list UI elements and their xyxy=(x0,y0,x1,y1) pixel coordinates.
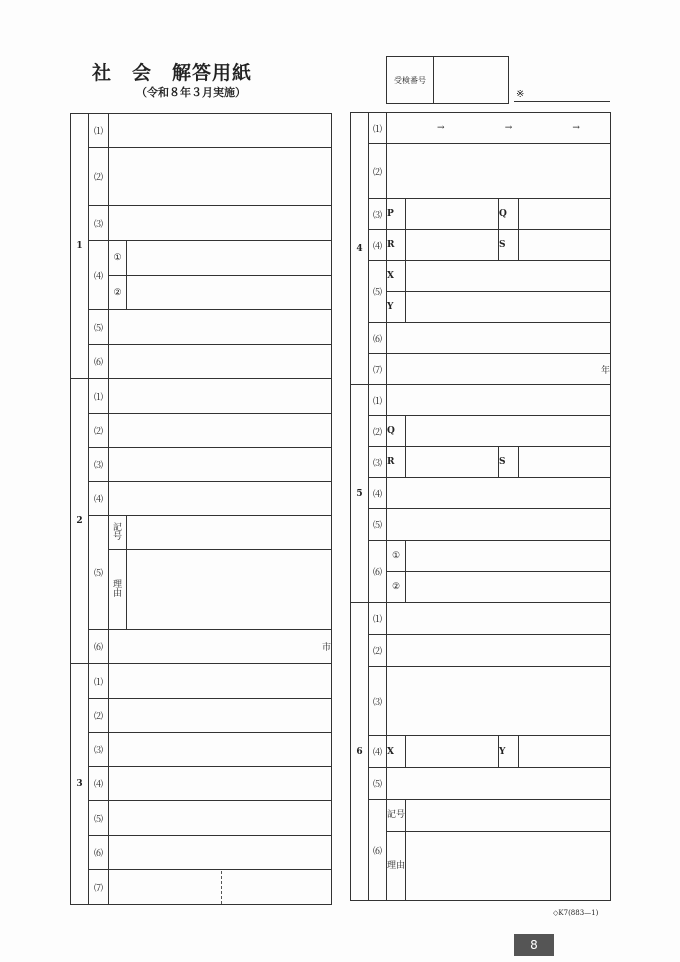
q1-5-number: ⑸ xyxy=(89,310,109,345)
q1-4-2-answer[interactable] xyxy=(127,276,332,310)
q1-3-answer[interactable] xyxy=(109,206,332,241)
q2-2-answer[interactable] xyxy=(109,414,332,448)
q1-4-number: ⑷ xyxy=(89,241,109,310)
page-number: 8 xyxy=(514,934,554,956)
q3-5-number: ⑸ xyxy=(89,801,109,836)
q4-3-number: ⑶ xyxy=(369,199,387,230)
q2-3-answer[interactable] xyxy=(109,448,332,482)
q3-7-answer-b[interactable] xyxy=(222,871,331,904)
q1-5-answer[interactable] xyxy=(109,310,332,345)
q2-1-number: ⑴ xyxy=(89,379,109,414)
exam-number-box xyxy=(386,56,509,104)
exam-number-field[interactable] xyxy=(434,57,508,103)
q4-2-answer[interactable] xyxy=(387,144,611,199)
q1-6-answer[interactable] xyxy=(109,345,332,379)
left-answer-table xyxy=(70,113,332,905)
q4-7-answer[interactable] xyxy=(387,354,611,385)
q6-3-number: ⑶ xyxy=(369,667,387,736)
sheet-subtitle: （令和８年３月実施） xyxy=(136,86,246,99)
section-4-number: 4 xyxy=(351,113,369,385)
q4-4-s-label: S xyxy=(499,230,519,261)
kome-mark: ※ xyxy=(516,89,525,100)
section-1-number: 1 xyxy=(71,114,89,379)
sheet-title: 社 会 解答用紙 xyxy=(92,62,253,84)
q1-6-number: ⑹ xyxy=(89,345,109,379)
q4-5-y-answer[interactable] xyxy=(406,292,611,323)
q2-5-riyuu-answer[interactable] xyxy=(127,550,332,630)
q1-4-1-answer[interactable] xyxy=(127,241,332,276)
q6-6-riyuu-answer[interactable] xyxy=(406,832,611,901)
q5-3-s-answer[interactable] xyxy=(519,447,611,478)
q1-3-number: ⑶ xyxy=(89,206,109,241)
q6-5-number: ⑸ xyxy=(369,768,387,800)
q4-4-s-answer[interactable] xyxy=(519,230,611,261)
q4-1-arrow-3: → xyxy=(572,123,580,133)
q3-2-answer[interactable] xyxy=(109,699,332,733)
q5-6-1-answer[interactable] xyxy=(406,541,611,572)
q4-7-number: ⑺ xyxy=(369,354,387,385)
q5-1-number: ⑴ xyxy=(369,385,387,416)
q5-2-number: ⑵ xyxy=(369,416,387,447)
right-answer-table xyxy=(350,112,611,901)
q5-5-answer[interactable] xyxy=(387,509,611,541)
q4-3-q-answer[interactable] xyxy=(519,199,611,230)
section-2-number: 2 xyxy=(71,379,89,664)
q5-2-q-label: Q xyxy=(387,416,406,447)
section-5-number: 5 xyxy=(351,385,369,603)
q6-6-riyuu-label: 理由 xyxy=(387,832,406,901)
q6-4-number: ⑷ xyxy=(369,736,387,768)
q5-2-answer[interactable] xyxy=(406,416,611,447)
exam-number-label: 受検番号 xyxy=(387,57,434,103)
q5-6-1-label: ① xyxy=(387,541,406,572)
q4-1-arrow-2: → xyxy=(504,123,513,133)
q4-4-number: ⑷ xyxy=(369,230,387,261)
q6-3-answer[interactable] xyxy=(387,667,611,736)
q1-2-number: ⑵ xyxy=(89,148,109,206)
q4-1-arrow-1: → xyxy=(437,123,445,133)
q3-1-answer[interactable] xyxy=(109,664,332,699)
q4-6-answer[interactable] xyxy=(387,323,611,354)
q6-4-x-label: X xyxy=(387,736,406,768)
q2-5-number: ⑸ xyxy=(89,516,109,630)
q3-7-answer[interactable] xyxy=(109,870,332,905)
section-6-number: 6 xyxy=(351,603,369,901)
q4-2-number: ⑵ xyxy=(369,144,387,199)
q5-3-number: ⑶ xyxy=(369,447,387,478)
q5-4-answer[interactable] xyxy=(387,478,611,509)
q6-5-answer[interactable] xyxy=(387,768,611,800)
q3-7-answer-a[interactable] xyxy=(109,871,222,904)
q4-5-x-label: X xyxy=(387,261,406,292)
q6-4-y-label: Y xyxy=(499,736,519,768)
kome-line xyxy=(514,101,610,102)
q4-4-r-answer[interactable] xyxy=(406,230,499,261)
q3-7-number: ⑺ xyxy=(89,870,109,905)
q2-2-number: ⑵ xyxy=(89,414,109,448)
q4-6-number: ⑹ xyxy=(369,323,387,354)
q4-3-q-label: Q xyxy=(499,199,519,230)
q2-4-answer[interactable] xyxy=(109,482,332,516)
q4-1-answer[interactable] xyxy=(387,113,611,144)
q6-4-y-answer[interactable] xyxy=(519,736,611,768)
q4-5-x-answer[interactable] xyxy=(406,261,611,292)
q3-6-number: ⑹ xyxy=(89,836,109,870)
q5-6-2-answer[interactable] xyxy=(406,572,611,603)
q3-1-number: ⑴ xyxy=(89,664,109,699)
q2-1-answer[interactable] xyxy=(109,379,332,414)
q4-3-p-label: P xyxy=(387,199,406,230)
q6-2-answer[interactable] xyxy=(387,635,611,667)
q2-6-answer[interactable] xyxy=(109,630,332,664)
q3-3-number: ⑶ xyxy=(89,733,109,767)
q5-4-number: ⑷ xyxy=(369,478,387,509)
q4-4-r-label: R xyxy=(387,230,406,261)
q1-4-1-label: ① xyxy=(109,241,127,276)
q1-4-2-label: ② xyxy=(109,276,127,310)
q6-2-number: ⑵ xyxy=(369,635,387,667)
q3-6-answer[interactable] xyxy=(109,836,332,870)
q3-3-answer[interactable] xyxy=(109,733,332,767)
q5-1-answer[interactable] xyxy=(387,385,611,416)
q3-4-answer[interactable] xyxy=(109,767,332,801)
q5-5-number: ⑸ xyxy=(369,509,387,541)
q6-4-x-answer[interactable] xyxy=(406,736,499,768)
q5-6-number: ⑹ xyxy=(369,541,387,603)
q4-7-unit: 年 xyxy=(600,365,610,376)
q5-6-2-label: ② xyxy=(387,572,406,603)
q5-3-r-label: R xyxy=(387,447,406,478)
q5-3-r-answer[interactable] xyxy=(406,447,499,478)
q2-5-kigou-label: 記号 xyxy=(109,516,127,550)
q2-5-kigou-answer[interactable] xyxy=(127,516,332,550)
q6-6-kigou-answer[interactable] xyxy=(406,800,611,832)
section-3-number: 3 xyxy=(71,664,89,905)
q4-5-y-label: Y xyxy=(387,292,406,323)
q2-5-riyuu-label: 理由 xyxy=(109,550,127,630)
q1-1-answer[interactable] xyxy=(109,114,332,148)
footer-code: ◇K7(883—1) xyxy=(553,909,599,917)
q2-6-number: ⑹ xyxy=(89,630,109,664)
q6-6-number: ⑹ xyxy=(369,800,387,901)
q2-3-number: ⑶ xyxy=(89,448,109,482)
q5-3-s-label: S xyxy=(499,447,519,478)
q6-1-answer[interactable] xyxy=(387,603,611,635)
q2-6-unit: 市 xyxy=(321,643,331,653)
q6-1-number: ⑴ xyxy=(369,603,387,635)
q3-4-number: ⑷ xyxy=(89,767,109,801)
q1-2-answer[interactable] xyxy=(109,148,332,206)
q4-3-p-answer[interactable] xyxy=(406,199,499,230)
q4-1-number: ⑴ xyxy=(369,113,387,144)
q6-6-kigou-label: 記号 xyxy=(387,800,406,832)
q2-4-number: ⑷ xyxy=(89,482,109,516)
q3-2-number: ⑵ xyxy=(89,699,109,733)
q3-5-answer[interactable] xyxy=(109,801,332,836)
q1-1-number: ⑴ xyxy=(89,114,109,148)
q4-5-number: ⑸ xyxy=(369,261,387,323)
